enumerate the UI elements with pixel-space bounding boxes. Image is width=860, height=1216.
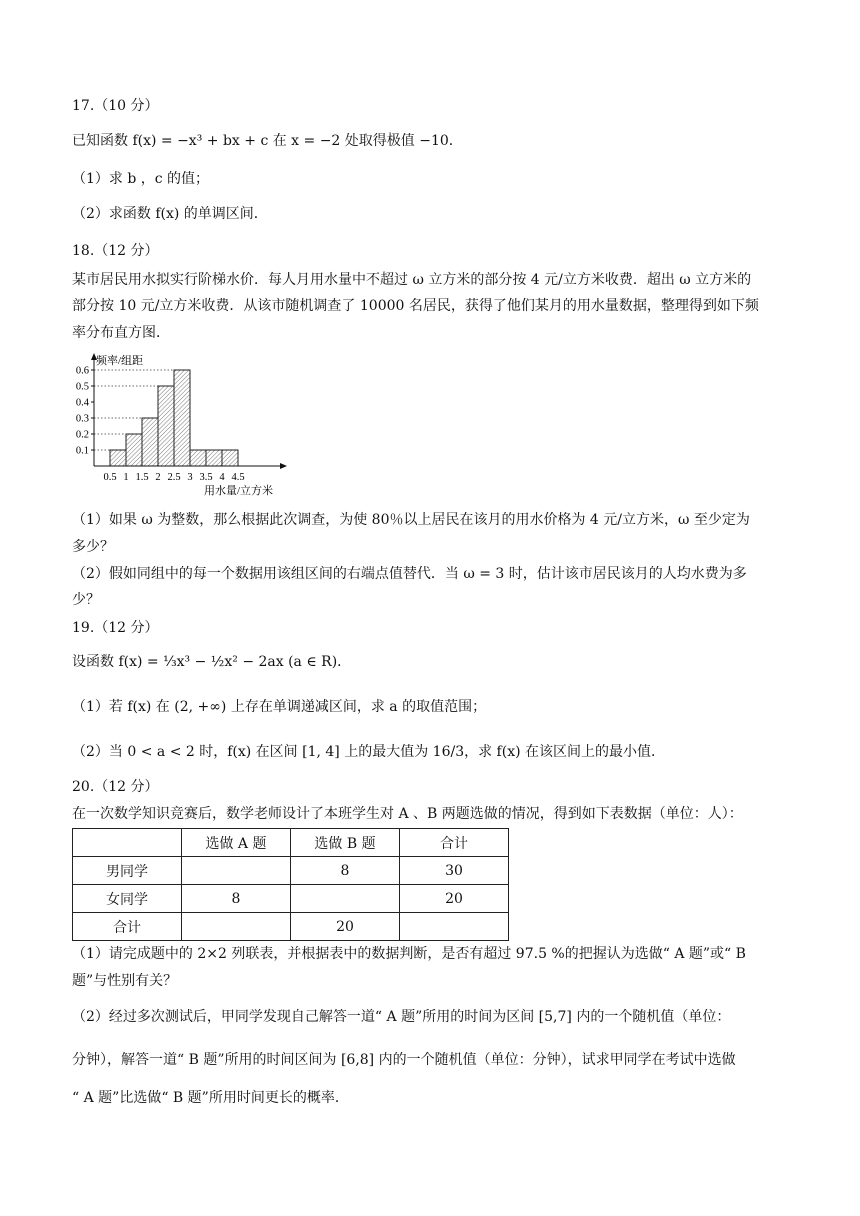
q19-stem: 设函数 f(x) = ⅓x³ − ½x² − 2ax (a ∈ R)．	[72, 654, 352, 670]
q20-part2-line-2: 分钟），解答一道“ B 题”所用的时间区间为 [6,8] 内的一个随机值（单位：分钟），试求甲同学在考试中选做	[72, 1052, 736, 1068]
q18-part2-line-2: 少？	[72, 592, 100, 608]
x-tick-label: 1	[123, 472, 129, 483]
table-cell: 8	[182, 885, 291, 913]
table-cell	[182, 857, 291, 885]
histogram-bar	[142, 418, 158, 466]
q18-part1-line-2: 多少？	[72, 539, 114, 555]
table-cell: 男同学	[73, 857, 182, 885]
q20-header: 20.（12 分）	[72, 779, 159, 795]
x-tick-label: 4.5	[231, 472, 245, 483]
table-row	[73, 913, 509, 941]
q17-part2: （2）求函数 f(x) 的单调区间．	[72, 206, 268, 222]
x-tick-label: 3	[187, 472, 193, 483]
x-tick-label: 0.5	[103, 472, 117, 483]
q17-part1: （1）求 b ，c 的值；	[72, 171, 210, 187]
histogram-bar	[158, 386, 174, 466]
q19-part1: （1）若 f(x) 在 (2, +∞) 上存在单调递减区间，求 a 的取值范围；	[72, 699, 487, 715]
q19-header: 19.（12 分）	[72, 620, 159, 636]
x-tick-label: 2	[155, 472, 161, 483]
q18-stem-line-3: 率分布直方图．	[72, 325, 170, 341]
q20-part2-line-1: （2）经过多次测试后，甲同学发现自己解答一道“ A 题”所用的时间为区间 [5,7] 内的一个随机值（单位：	[72, 1009, 731, 1025]
q18-stem-line-2: 部分按 10 元/立方米收费．从该市随机调查了 10000 名居民，获得了他们某月的用水量数据，整理得到如下频	[72, 298, 759, 314]
y-tick-label: 0.3	[75, 413, 89, 425]
x-axis-label: 用水量/立方米	[204, 485, 274, 497]
table-header-cell: 合计	[400, 829, 509, 857]
histogram-bar	[206, 450, 222, 466]
y-tick-label: 0.2	[75, 429, 89, 441]
q20-stem: 在一次数学知识竞赛后，数学老师设计了本班学生对 A 、B 两题选做的情况，得到如下表数据（单位：人）：	[72, 806, 743, 822]
y-tick-label: 0.1	[75, 445, 89, 457]
q17-stem: 已知函数 f(x) = −x³ + bx + c 在 x = −2 处取得极值 −10．	[72, 133, 463, 149]
y-tick-label: 0.6	[75, 365, 89, 377]
q18-stem-line-1: 某市居民用水拟实行阶梯水价．每人月用水量中不超过 ω 立方米的部分按 4 元/立方米收费．超出 ω 立方米的	[72, 272, 752, 288]
x-tick-label: 3.5	[199, 472, 213, 483]
table-header-cell: 选做 B 题	[291, 829, 400, 857]
table-cell: 20	[400, 885, 509, 913]
table-row	[73, 885, 509, 913]
table-cell	[400, 913, 509, 941]
table-cell	[182, 913, 291, 941]
table-header-cell: 选做 A 题	[182, 829, 291, 857]
table-header-cell	[73, 829, 182, 857]
table-cell: 20	[291, 913, 400, 941]
histogram-bar	[174, 370, 190, 466]
x-tick-label: 1.5	[135, 472, 149, 483]
q19-part2: （2）当 0 < a < 2 时，f(x) 在区间 [1, 4] 上的最大值为 16/3，求 f(x) 在该区间上的最小值．	[72, 744, 666, 760]
contingency-table	[72, 828, 509, 941]
table-cell: 30	[400, 857, 509, 885]
x-axis-arrow	[280, 463, 287, 469]
y-axis-label: 频率/组距	[96, 355, 144, 367]
histogram-chart	[60, 350, 300, 500]
table-cell: 8	[291, 857, 400, 885]
q18-part2-line-1: （2）假如同组中的每一个数据用该组区间的右端点值替代．当 ω = 3 时，估计该市居民该月的人均水费为多	[72, 566, 747, 582]
table-cell	[291, 885, 400, 913]
q18-header: 18.（12 分）	[72, 243, 159, 259]
y-tick-label: 0.5	[75, 381, 89, 393]
histogram-bar	[190, 450, 206, 466]
q20-part1-line-1: （1）请完成题中的 2×2 列联表，并根据表中的数据判断，是否有超过 97.5 %的把握认为选做“ A 题”或“ B	[72, 946, 746, 962]
table-cell: 合计	[73, 913, 182, 941]
q18-part1-line-1: （1）如果 ω 为整数，那么根据此次调查，为使 80％以上居民在该月的用水价格为 4 元/立方米，ω 至少定为	[72, 512, 750, 528]
q20-part1-line-2: 题”与性别有关？	[72, 973, 178, 989]
table-cell: 女同学	[73, 885, 182, 913]
histogram-bar	[222, 450, 238, 466]
y-tick-label: 0.4	[75, 397, 89, 409]
table-row	[73, 857, 509, 885]
q17-header: 17.（10 分）	[72, 98, 159, 114]
x-tick-label: 2.5	[167, 472, 181, 483]
histogram-bar	[110, 450, 126, 466]
table-header-row	[73, 829, 509, 857]
histogram-bar	[126, 434, 142, 466]
q20-part2-line-3: “ A 题”比选做“ B 题”所用时间更长的概率．	[72, 1090, 349, 1106]
x-tick-label: 4	[219, 472, 225, 483]
